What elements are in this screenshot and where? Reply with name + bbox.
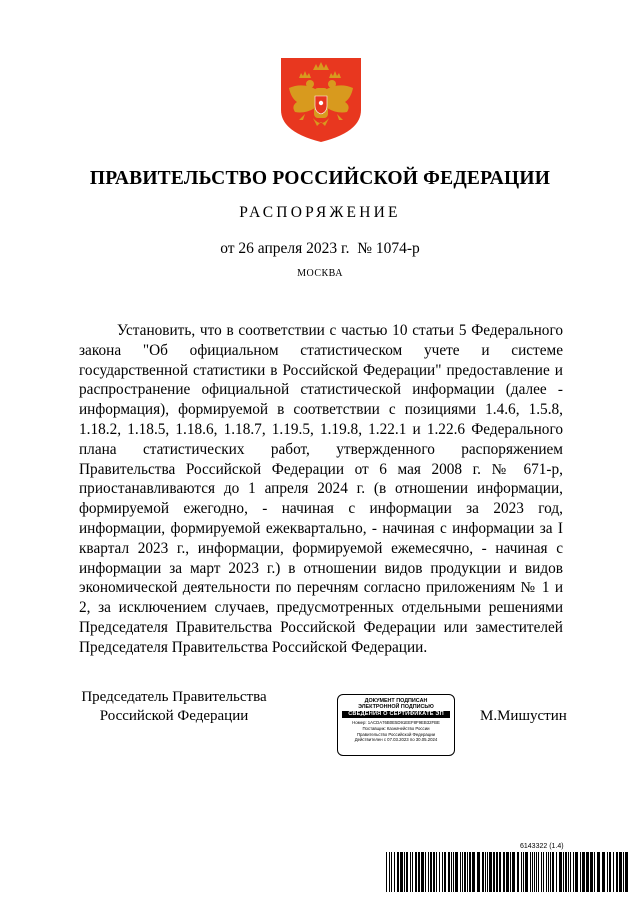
stamp-serial: Номер: 1ACDA76B0E5D91EEF8F9EB32FBE — [352, 720, 440, 726]
signer-title-line2: Российской Федерации — [99, 708, 249, 724]
coat-of-arms-icon — [277, 54, 365, 144]
stamp-validity: Действителен с 07.03.2023 по 30.05.2024 — [354, 737, 438, 743]
barcode-icon — [386, 852, 628, 892]
signer-name: М.Мишустин — [480, 708, 567, 724]
stamp-owner: Правительство Российской Федерации — [356, 731, 436, 737]
signer-title — [79, 688, 269, 726]
document-city: МОСКВА — [297, 268, 343, 279]
signer-title-line1: Председатель Правительства — [81, 689, 267, 705]
stamp-line2: ЭЛЕКТРОННОЙ ПОДПИСЬЮ — [358, 704, 434, 711]
stamp-banner: СВЕДЕНИЯ О СЕРТИФИКАТЕ ЭП — [342, 711, 450, 718]
electronic-signature-stamp — [337, 694, 455, 756]
stamp-line1: ДОКУМЕНТ ПОДПИСАН — [364, 698, 428, 704]
stamp-issuer: Поставщик: Казначейство России — [362, 726, 430, 731]
document-type: РАСПОРЯЖЕНИЕ — [239, 204, 401, 221]
document-date-number: от 26 апреля 2023 г. № 1074-р — [220, 240, 420, 257]
document-code: 6143322 (1.4) — [520, 843, 564, 850]
government-title: ПРАВИТЕЛЬСТВО РОССИЙСКОЙ ФЕДЕРАЦИИ — [89, 168, 551, 189]
order-paragraph: Установить, что в соответствии с частью 10 статьи 5 Федерального закона "Об официальном статистическом учете и системе государственной статистики в Российской Федерации" предоставление и распространение официальной статистической информации (далее - информация), формируемой в соответствии с позициями 1.4.6, 1.5.8, 1.18.2, 1.18.5, 1.18.6, 1.18.7, 1.19.5, 1.19.8, 1.22.1 и 1.22.6 Федерального плана статистических работ, утвержденного распоряжением Правительства Российской Федерации от 6 мая 2008 г. № 671-р, приостанавливаются до 1 апреля 2024 г. (в отношении информации, формируемой ежегодно, - начиная с информации за 2023 год, информации, формируемой ежеквартально, - начиная с информации за I квартал 2023 г., информации, формируемой ежемесячно, - начиная с информации за март 2023 г.) в отношении видов продукции и видов экономической деятельности по перечням согласно приложениям № 1 и 2, за исключением случаев, предусмотренных отдельными решениями Председателя Правительства Российской Федерации или заместителей Председателя Правительства Российской Федерации. — [79, 322, 563, 656]
